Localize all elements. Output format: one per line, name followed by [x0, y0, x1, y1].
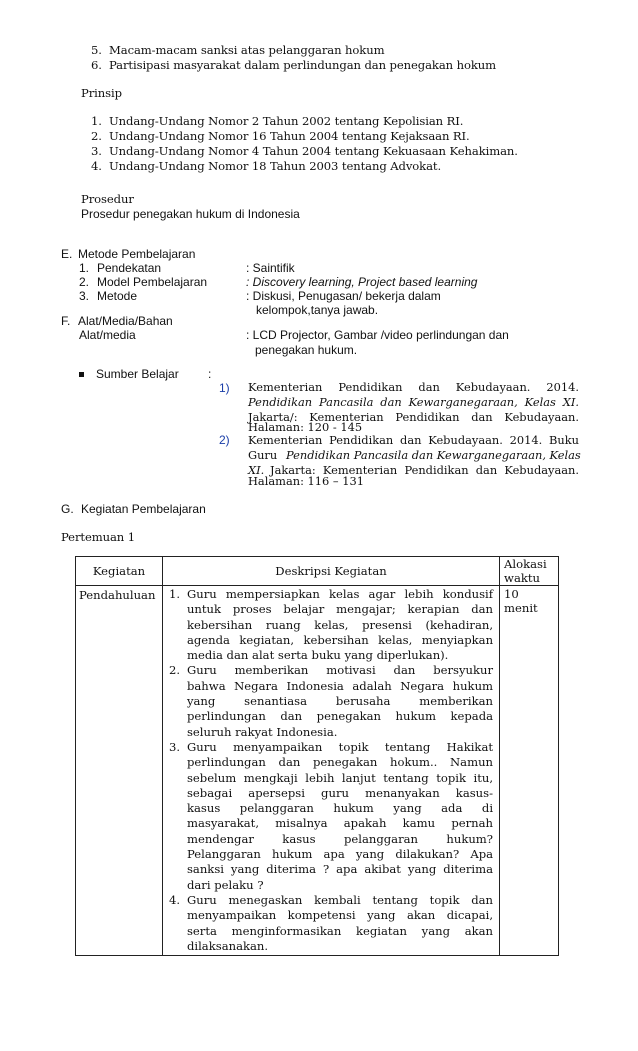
header-alokasi	[500, 557, 559, 586]
description-line: sebagai apersepsi guru menanyakan kasus-	[186, 785, 494, 800]
source-line: Jakarta/: Kementerian Pendidikan dan Kebudayaan.	[248, 410, 579, 424]
source-line: Kementerian Pendidikan dan Kebudayaan. 2014. Buku	[248, 433, 579, 447]
description-line: sebelum mengkaji lebih lanjut tentang topik itu,	[186, 770, 494, 785]
list-text: Macam-macam sanksi atas pelanggaran hokum	[109, 43, 385, 57]
list-number: 1.	[91, 114, 102, 128]
description-number: 4.	[168, 892, 181, 907]
description-line: untuk proses belajar mengajar; kerapian dan	[186, 602, 494, 617]
source-number: 1)	[219, 381, 230, 395]
description-line: menyampaikan kompetensi yang akan dicapai,	[186, 908, 494, 923]
source-line: Kementerian Pendidikan dan Kebudayaan. 2014.	[248, 380, 579, 394]
description-item	[165, 587, 493, 663]
description-line: agenda kegiatan, kebersihan kelas, menyiapkan	[186, 632, 494, 647]
description-line: Guru mempersiapkan kelas agar lebih kondusif	[186, 587, 494, 601]
list-text: Undang-Undang Nomor 2 Tahun 2002 tentang Kepolisian RI.	[109, 114, 464, 128]
description-line: dari pelaku ?	[186, 877, 264, 892]
method-row	[79, 289, 137, 303]
row-number: 2.	[79, 275, 90, 289]
method-value: : Discovery learning, Project based learning	[246, 275, 478, 289]
row-label: Pendekatan	[97, 261, 162, 275]
method-value: : Diskusi, Penugasan/ bekerja dalam	[246, 289, 441, 303]
list-text: Undang-Undang Nomor 4 Tahun 2004 tentang Kekuasaan Kehakiman.	[109, 144, 518, 158]
cell-deskripsi	[162, 586, 499, 956]
media-value: : LCD Projector, Gambar /video perlindungan dan	[246, 328, 509, 342]
source-line: Halaman: 116 – 131	[248, 474, 364, 488]
list-item	[91, 114, 463, 128]
section-g-heading	[61, 502, 206, 516]
list-number: 6.	[91, 58, 102, 72]
description-line: Pelanggaran hukum apa yang dilakukan? Apa	[186, 847, 494, 862]
prinsip-heading: Prinsip	[81, 86, 122, 100]
description-item	[165, 663, 493, 739]
description-line: Guru memberikan motivasi dan bersyukur	[186, 663, 494, 678]
description-line: kasus pelanggaran hukum yang ada di	[186, 801, 494, 816]
list-text: Partisipasi masyarakat dalam perlindungan dan penegakan hokum	[109, 58, 497, 72]
description-line: dilaksanakan.	[186, 938, 269, 953]
section-letter: G.	[61, 502, 74, 516]
list-number: 2.	[91, 129, 102, 143]
description-number: 1.	[168, 587, 181, 601]
description-item	[165, 893, 493, 954]
row-label: Model Pembelajaran	[97, 275, 208, 289]
source-line: XI.	[248, 463, 265, 477]
description-line: mendengar kasus pelanggaran hukum?	[186, 831, 494, 846]
list-number: 4.	[91, 159, 102, 173]
sumber-colon: :	[208, 367, 212, 381]
description-line: media dan alat serta buku yang diperlukan).	[186, 648, 449, 663]
description-line: masyarakat, misalnya apakah kamu pernah	[186, 816, 494, 831]
method-row	[79, 275, 207, 289]
media-value-cont: penegakan hukum.	[255, 343, 358, 357]
description-line: kebersihan ruang kelas, presensi (kehadiran,	[186, 617, 494, 632]
list-number: 5.	[91, 43, 102, 57]
table-header-row	[76, 557, 559, 586]
source-line: Jakarta: Kementerian Pendidikan dan Kebudayaan.	[270, 463, 579, 477]
description-number: 2.	[168, 663, 181, 678]
source-line: Pendidikan Pancasila dan Kewarganegaraan, Kelas	[286, 448, 581, 462]
bullet-icon	[79, 372, 84, 377]
alokasi-unit: menit	[504, 601, 538, 615]
list-item	[91, 129, 470, 143]
method-value-cont: kelompok,tanya jawab.	[256, 303, 379, 317]
cell-alokasi	[500, 586, 559, 956]
table-row	[76, 586, 559, 956]
list-text: Undang-Undang Nomor 16 Tahun 2004 tentang Kejaksaan RI.	[109, 129, 470, 143]
description-line: yang senantiasa berusaha memberikan	[186, 694, 494, 709]
kegiatan-table	[75, 556, 559, 956]
section-letter: E.	[61, 247, 73, 261]
list-item	[91, 43, 384, 57]
source-number: 2)	[219, 433, 230, 447]
list-text: Undang-Undang Nomor 18 Tahun 2003 tentang Advokat.	[109, 159, 442, 173]
prosedur-heading: Prosedur	[81, 192, 134, 206]
header-deskripsi: Deskripsi Kegiatan	[162, 557, 499, 586]
description-number: 3.	[168, 739, 181, 754]
description-list	[165, 587, 493, 954]
header-alokasi-line: Alokasi	[504, 557, 547, 571]
description-line: perlindungan dan penegakan hukum kepada	[186, 709, 494, 724]
pertemuan-label: Pertemuan 1	[61, 530, 136, 544]
method-value: : Saintifik	[246, 261, 295, 275]
section-letter: F.	[61, 314, 71, 328]
source-line: Halaman: 120 - 145	[248, 420, 363, 434]
cell-kegiatan: Pendahuluan	[76, 586, 163, 956]
source-line: Guru	[248, 448, 278, 462]
source-line: Pendidikan Pancasila dan Kewarganegaraan, Kelas XI.	[248, 395, 579, 409]
row-number: 1.	[79, 261, 90, 275]
description-line: Guru menyampaikan topik tentang Hakikat	[186, 739, 494, 754]
list-number: 3.	[91, 144, 102, 158]
description-line: Guru menegaskan kembali tentang topik dan	[186, 892, 494, 907]
section-title: Metode Pembelajaran	[78, 247, 196, 261]
description-line: perlindungan dan penegakan hokum.. Namun	[186, 755, 494, 770]
description-line: bahwa Negara Indonesia adalah Negara hukum	[186, 678, 494, 693]
description-line: sanksi yang diterima ? apa akibat yang diterima	[186, 862, 494, 877]
header-alokasi-line: waktu	[504, 571, 541, 585]
list-item	[91, 58, 496, 72]
prosedur-text: Prosedur penegakan hukum di Indonesia	[81, 207, 300, 221]
row-number: 3.	[79, 289, 90, 303]
alokasi-value: 10	[504, 587, 519, 601]
description-line: seluruh rakyat Indonesia.	[186, 724, 338, 739]
description-item	[165, 740, 493, 893]
section-f-heading	[61, 314, 173, 328]
description-line: serta menginformasikan kegiatan yang akan	[186, 923, 494, 938]
list-item	[91, 159, 441, 173]
section-title: Kegiatan Pembelajaran	[81, 502, 206, 516]
section-title: Alat/Media/Bahan	[78, 314, 173, 328]
sumber-label: Sumber Belajar	[96, 367, 179, 381]
list-item	[91, 144, 518, 158]
row-label: Metode	[97, 289, 138, 303]
section-e-heading	[61, 247, 195, 261]
method-row	[79, 261, 161, 275]
header-kegiatan: Kegiatan	[76, 557, 163, 586]
media-label: Alat/media	[79, 328, 136, 342]
